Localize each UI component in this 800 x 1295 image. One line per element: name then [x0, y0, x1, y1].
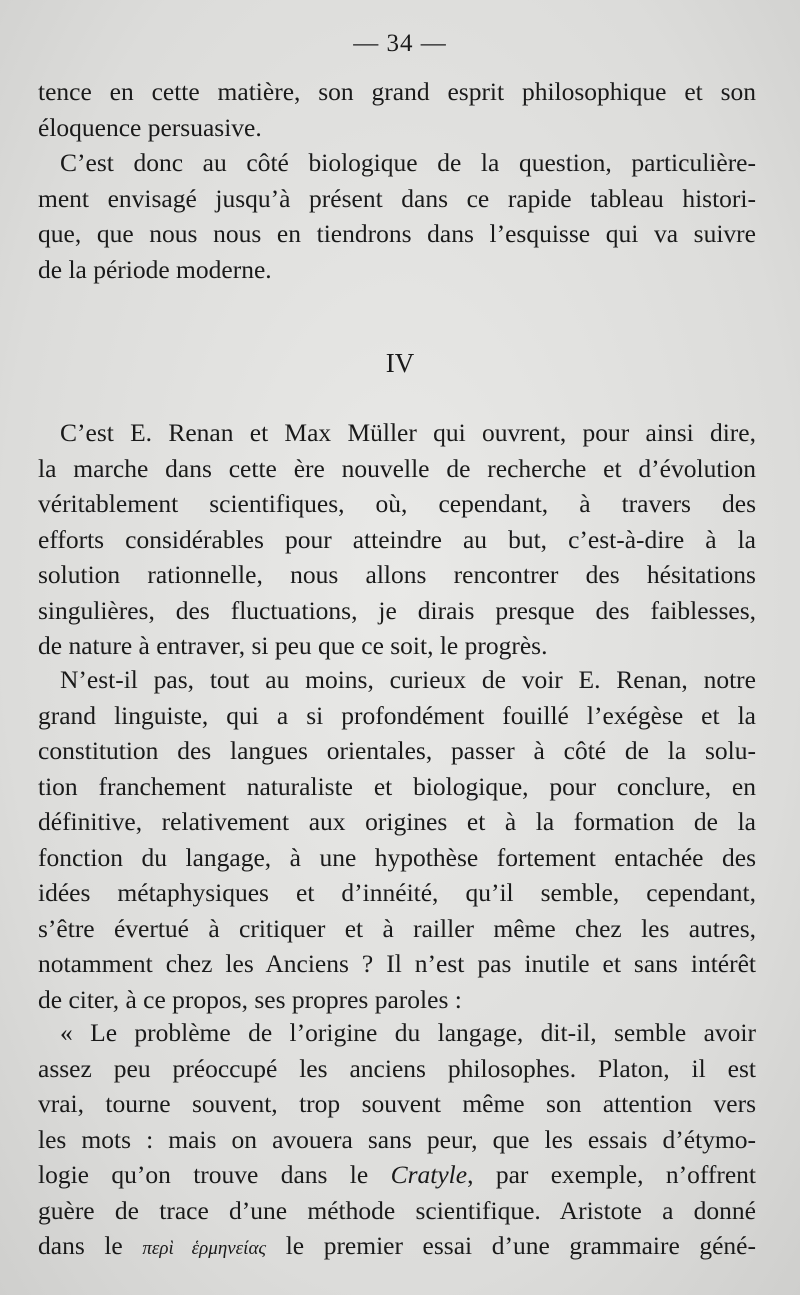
text-line: que, que nous nous en tiendrons dans l’esquisse qui va suivre [38, 219, 756, 248]
paragraph-renan-linguist [38, 662, 756, 1017]
text-line: véritablement scientifiques, où, cependant, à travers des [38, 489, 756, 518]
text-line: éloquence persuasive. [38, 112, 262, 142]
text-line: tion franchement naturaliste et biologique, pour conclure, en [38, 771, 756, 801]
text-line: définitive, relativement aux origines et à la formation de la [38, 807, 756, 836]
text-segment: dans le [38, 1231, 143, 1260]
text-line: constitution des langues orientales, passer à côté de la solu- [38, 736, 756, 765]
text-line: assez peu préoccupé les anciens philosophes. Platon, il est [38, 1053, 756, 1083]
book-title-cratyle: Cratyle [390, 1160, 468, 1189]
greek-title: περὶ ἑρμηνείας [142, 1238, 267, 1259]
text-line-cratyle [38, 1157, 756, 1193]
text-line: efforts considérables pour atteindre au but, c’est-à-dire à la [38, 524, 756, 554]
text-line: vrai, tourne souvent, trop souvent même son attention vers [38, 1089, 756, 1118]
text-line: C’est donc au côté biologique de la question, particulière- [60, 148, 756, 177]
paragraph-quotation [38, 1015, 756, 1267]
text-line: la marche dans cette ère nouvelle de recherche et d’évolution [38, 453, 756, 483]
text-line-greek [38, 1228, 756, 1267]
paragraph-renan-muller [38, 415, 756, 664]
text-segment: logie qu’on trouve dans le [38, 1160, 391, 1189]
paragraph-biological-side [38, 145, 756, 287]
text-line: idées métaphysiques et d’innéité, qu’il semble, cependant, [38, 878, 756, 907]
text-line: solution rationnelle, nous allons rencontrer des hésitations [38, 560, 756, 589]
text-line: « Le problème de l’origine du langage, dit-il, semble avoir [60, 1018, 756, 1047]
paragraph-continuation [38, 74, 756, 145]
text-line: N’est-il pas, tout au moins, curieux de voir E. Renan, notre [60, 665, 756, 694]
text-line: de la période moderne. [38, 254, 272, 284]
text-line: singulières, des fluctuations, je dirais presque des faiblesses, [38, 595, 756, 625]
text-line: s’être évertué à critiquer et à railler même chez les autres, [38, 913, 756, 943]
text-line: de citer, à ce propos, ses propres paroles : [38, 984, 462, 1014]
text-segment: , par exemple, n’offrent [467, 1160, 756, 1189]
section-heading: IV [385, 348, 415, 378]
text-line: les mots : mais on avouera sans peur, que les essais d’étymo- [38, 1124, 756, 1154]
text-line: fonction du langage, à une hypothèse fortement entachée des [38, 842, 756, 872]
page-number-header: — 34 — [353, 30, 447, 57]
text-line: guère de trace d’une méthode scientifique. Aristote a donné [38, 1195, 756, 1225]
text-line: C’est E. Renan et Max Müller qui ouvrent, pour ainsi dire, [60, 418, 756, 447]
text-segment: le premier essai d’une grammaire géné- [266, 1231, 756, 1260]
text-line: de nature à entraver, si peu que ce soit, le progrès. [38, 631, 548, 660]
text-line: ment envisagé jusqu’à présent dans ce rapide tableau histori- [38, 183, 756, 213]
text-line: notamment chez les Anciens ? Il n’est pas inutile et sans intérêt [38, 949, 756, 978]
text-line: tence en cette matière, son grand esprit philosophique et son [38, 77, 756, 106]
text-line: grand linguiste, qui a si profondément fouillé l’exégèse et la [38, 700, 756, 730]
